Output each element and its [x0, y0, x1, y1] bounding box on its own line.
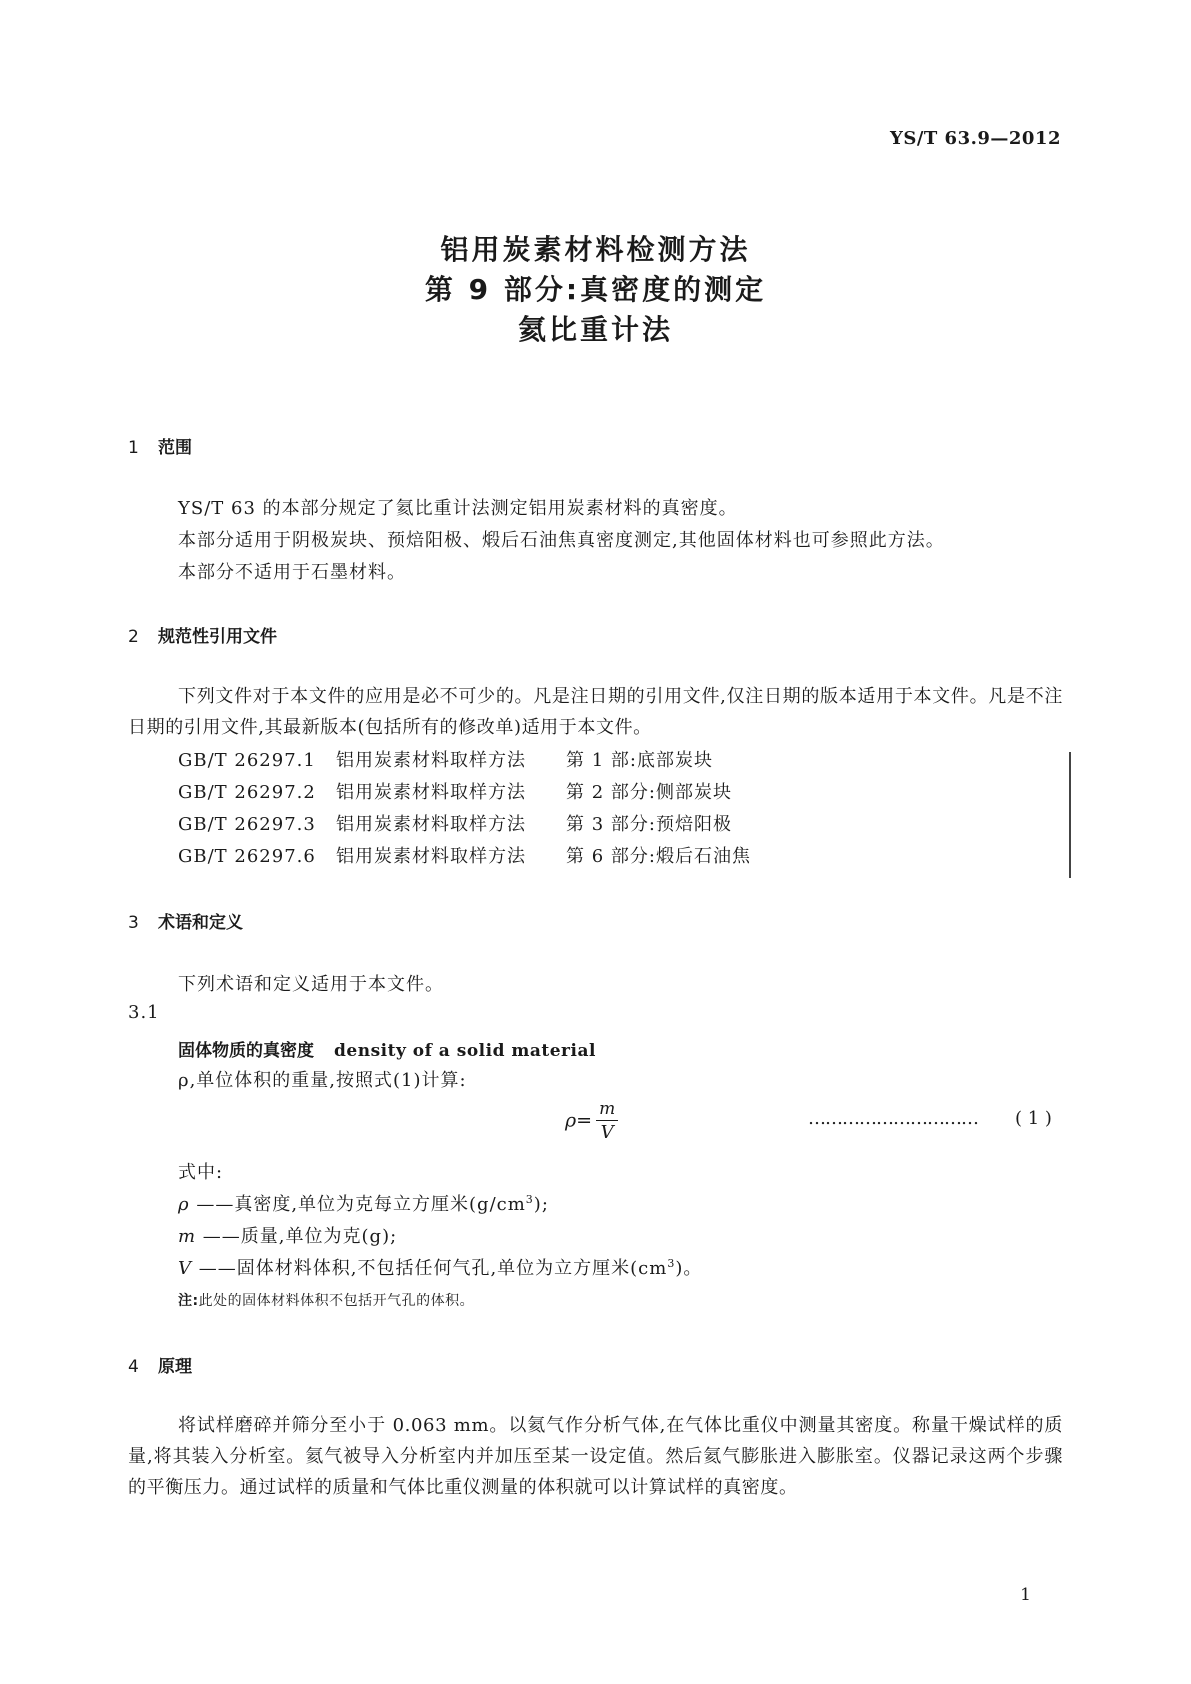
- reference-part: 第 6 部分:煅后石油焦: [566, 846, 751, 867]
- section-2-intro: 下列文件对于本文件的应用是必不可少的。凡是注日期的引用文件,仅注日期的版本适用于本文件。凡是不注日期的引用文件,其最新版本(包括所有的修改单)适用于本文件。: [128, 686, 1063, 738]
- section-3-intro: 下列术语和定义适用于本文件。: [178, 974, 444, 995]
- formula-numerator: m: [596, 1098, 618, 1121]
- symbol-description: ——固体材料体积,不包括任何气孔,单位为立方厘米(cm: [192, 1258, 668, 1279]
- symbol-description: ——质量,单位为克(g);: [196, 1226, 398, 1247]
- section-4-paragraph: 将试样磨碎并筛分至小于 0.063 mm。以氦气作分析气体,在气体比重仪中测量其密度。称量干燥试样的质量,将其装入分析室。氦气被导入分析室内并加压至某一设定值。然后氦气膨胀进入膨胀室。仪器记录这两个步骤的平衡压力。通过试样的质量和气体比重仪测量的体积就可以计算试样的真密度。: [128, 1415, 1063, 1498]
- section-2-heading: [128, 622, 277, 647]
- section-2-number: 2: [128, 627, 139, 647]
- reference-title: 铝用炭素材料取样方法: [336, 814, 526, 835]
- section-2-title: 规范性引用文件: [158, 627, 277, 647]
- reference-row: [178, 746, 713, 772]
- symbol: V: [178, 1258, 192, 1279]
- formula-lhs: ρ: [565, 1109, 577, 1132]
- term-chinese: 固体物质的真密度: [178, 1041, 314, 1061]
- formula-denominator: V: [600, 1122, 614, 1143]
- section-4-heading: [128, 1352, 192, 1377]
- note: [178, 1290, 474, 1310]
- section-4-number: 4: [128, 1357, 139, 1377]
- reference-part: 第 2 部分:侧部炭块: [566, 782, 732, 803]
- section-1-paragraph-2: 本部分适用于阴极炭块、预焙阳极、煅后石油焦真密度测定,其他固体材料也可参照此方法。: [178, 530, 945, 551]
- formula-number: ( 1 ): [1015, 1108, 1052, 1129]
- formula-fraction: [596, 1098, 618, 1145]
- reference-row: [178, 810, 732, 836]
- title-line-2: 第 9 部分:真密度的测定: [424, 273, 767, 306]
- title-line-1: 铝用炭素材料检测方法: [440, 233, 751, 266]
- superscript: 3: [667, 1257, 676, 1270]
- document-code: YS/T 63.9—2012: [889, 128, 1061, 149]
- term-number: 3.1: [128, 1002, 160, 1023]
- title-line-3: 氦比重计法: [517, 313, 673, 346]
- section-1-paragraph-1: YS/T 63 的本部分规定了氦比重计法测定铝用炭素材料的真密度。: [178, 498, 738, 519]
- section-1-heading: [128, 433, 192, 458]
- reference-title: 铝用炭素材料取样方法: [336, 846, 526, 867]
- reference-code: GB/T 26297.2: [178, 782, 316, 803]
- section-3-number: 3: [128, 913, 139, 933]
- formula-leader-dots: …………………………: [808, 1108, 978, 1129]
- term-heading: [178, 1036, 596, 1061]
- reference-row: [178, 842, 751, 868]
- symbol-definition: [178, 1190, 549, 1216]
- reference-code: GB/T 26297.6: [178, 846, 316, 867]
- reference-part: 第 1 部:底部炭块: [566, 750, 713, 771]
- margin-change-bar: [1069, 752, 1071, 878]
- note-text: 此处的固体材料体积不包括开气孔的体积。: [198, 1293, 475, 1309]
- page-number: 1: [1020, 1585, 1031, 1605]
- symbol-definition: [178, 1254, 702, 1280]
- section-3-heading: [128, 908, 243, 933]
- term-definition: ρ,单位体积的重量,按照式(1)计算:: [178, 1070, 467, 1091]
- reference-title: 铝用炭素材料取样方法: [336, 750, 526, 771]
- section-1-number: 1: [128, 438, 139, 458]
- reference-code: GB/T 26297.1: [178, 750, 316, 771]
- where-label: 式中:: [178, 1162, 224, 1183]
- section-3-title: 术语和定义: [158, 913, 243, 933]
- symbol-tail: )。: [675, 1258, 703, 1279]
- reference-part: 第 3 部分:预焙阳极: [566, 814, 732, 835]
- section-1-paragraph-3: 本部分不适用于石墨材料。: [178, 562, 406, 583]
- formula: [565, 1098, 618, 1145]
- symbol-definition: [178, 1222, 397, 1248]
- symbol-tail: );: [533, 1194, 549, 1215]
- superscript: 3: [525, 1193, 534, 1206]
- reference-row: [178, 778, 732, 804]
- reference-title: 铝用炭素材料取样方法: [336, 782, 526, 803]
- reference-code: GB/T 26297.3: [178, 814, 316, 835]
- term-english: density of a solid material: [334, 1041, 596, 1061]
- symbol: m: [178, 1226, 197, 1247]
- symbol: ρ: [178, 1194, 190, 1215]
- formula-equals: =: [576, 1109, 593, 1132]
- symbol-description: ——真密度,单位为克每立方厘米(g/cm: [189, 1194, 526, 1215]
- section-4-title: 原理: [158, 1357, 192, 1377]
- section-1-title: 范围: [158, 438, 192, 458]
- note-label: 注:: [178, 1293, 199, 1309]
